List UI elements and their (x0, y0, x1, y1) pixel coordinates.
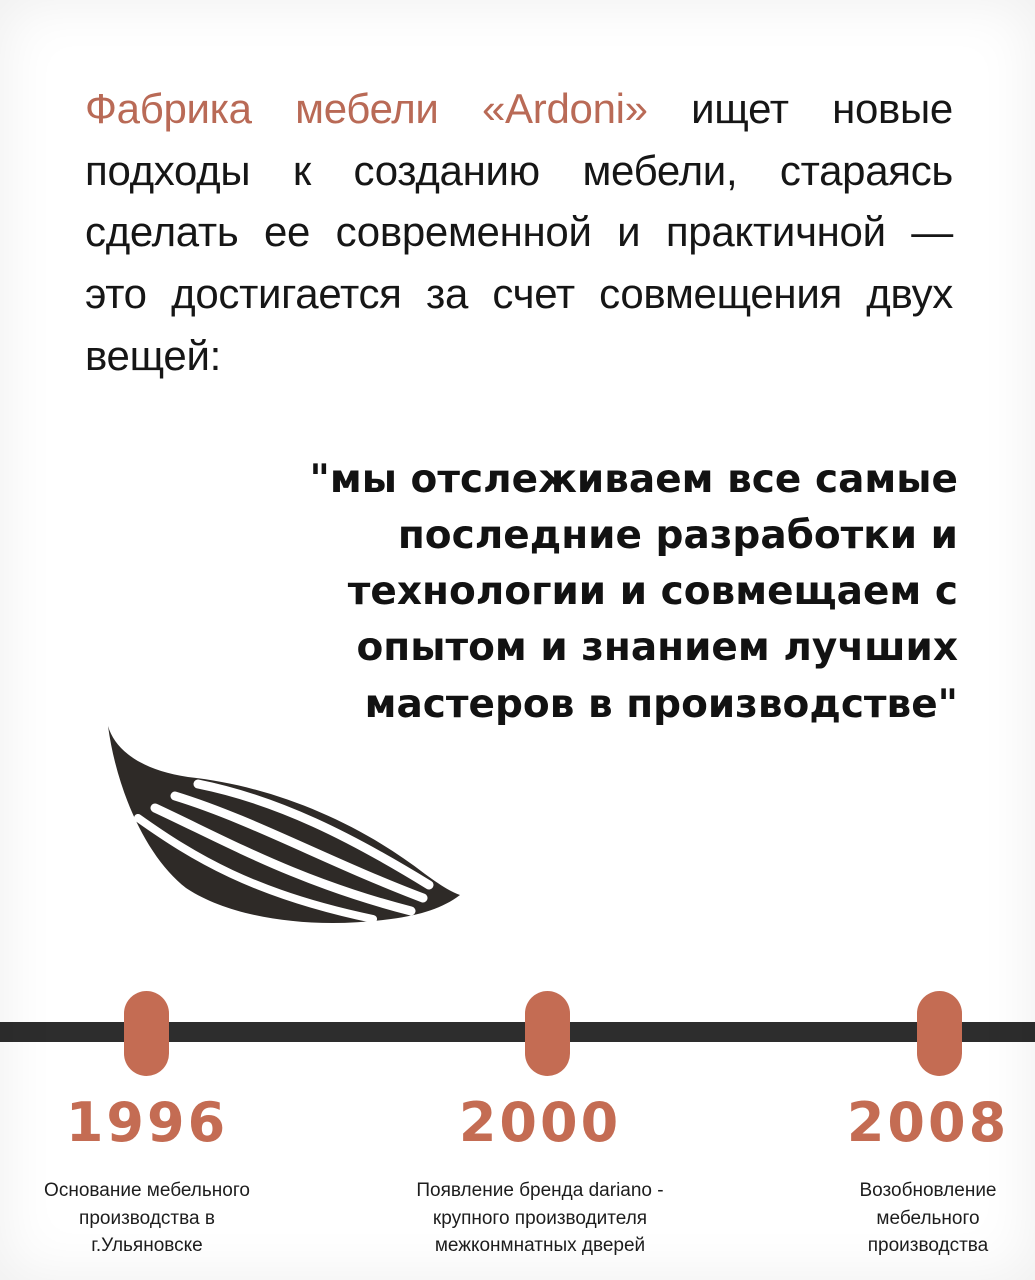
timeline-description: Возобновление мебельного производства (859, 1180, 997, 1257)
timeline-description: Основание мебельного производства в г.Ульяновске (44, 1180, 250, 1257)
leaf-illustration (93, 722, 463, 927)
timeline-marker-1996 (124, 991, 169, 1076)
timeline-item-2008 (818, 1091, 1035, 1260)
leaf-icon (93, 722, 463, 927)
intro-text: ищет новые подходы к созданию мебели, стараясь сделать ее современной и практичной — это достигается за счет совмещения двух вещей: (85, 85, 953, 379)
timeline-item-2000 (385, 1091, 695, 1260)
timeline-year: 2000 (458, 1091, 622, 1154)
timeline-marker-2008 (917, 991, 962, 1076)
timeline-year: 2008 (846, 1091, 1010, 1154)
timeline-description: Появление бренда dariano - крупного производителя межконмнатных дверей (416, 1180, 664, 1257)
quote-text: "мы отслеживаем все самые последние разработки и технологии и совмещаем с опытом и знанием лучших мастеров в производстве" (309, 457, 958, 727)
intro-paragraph (85, 78, 953, 387)
brand-highlight: Фабрика мебели «Ardoni» (85, 85, 648, 132)
timeline-year: 1996 (65, 1091, 229, 1154)
timeline-item-1996 (17, 1091, 277, 1260)
timeline-marker-2000 (525, 991, 570, 1076)
